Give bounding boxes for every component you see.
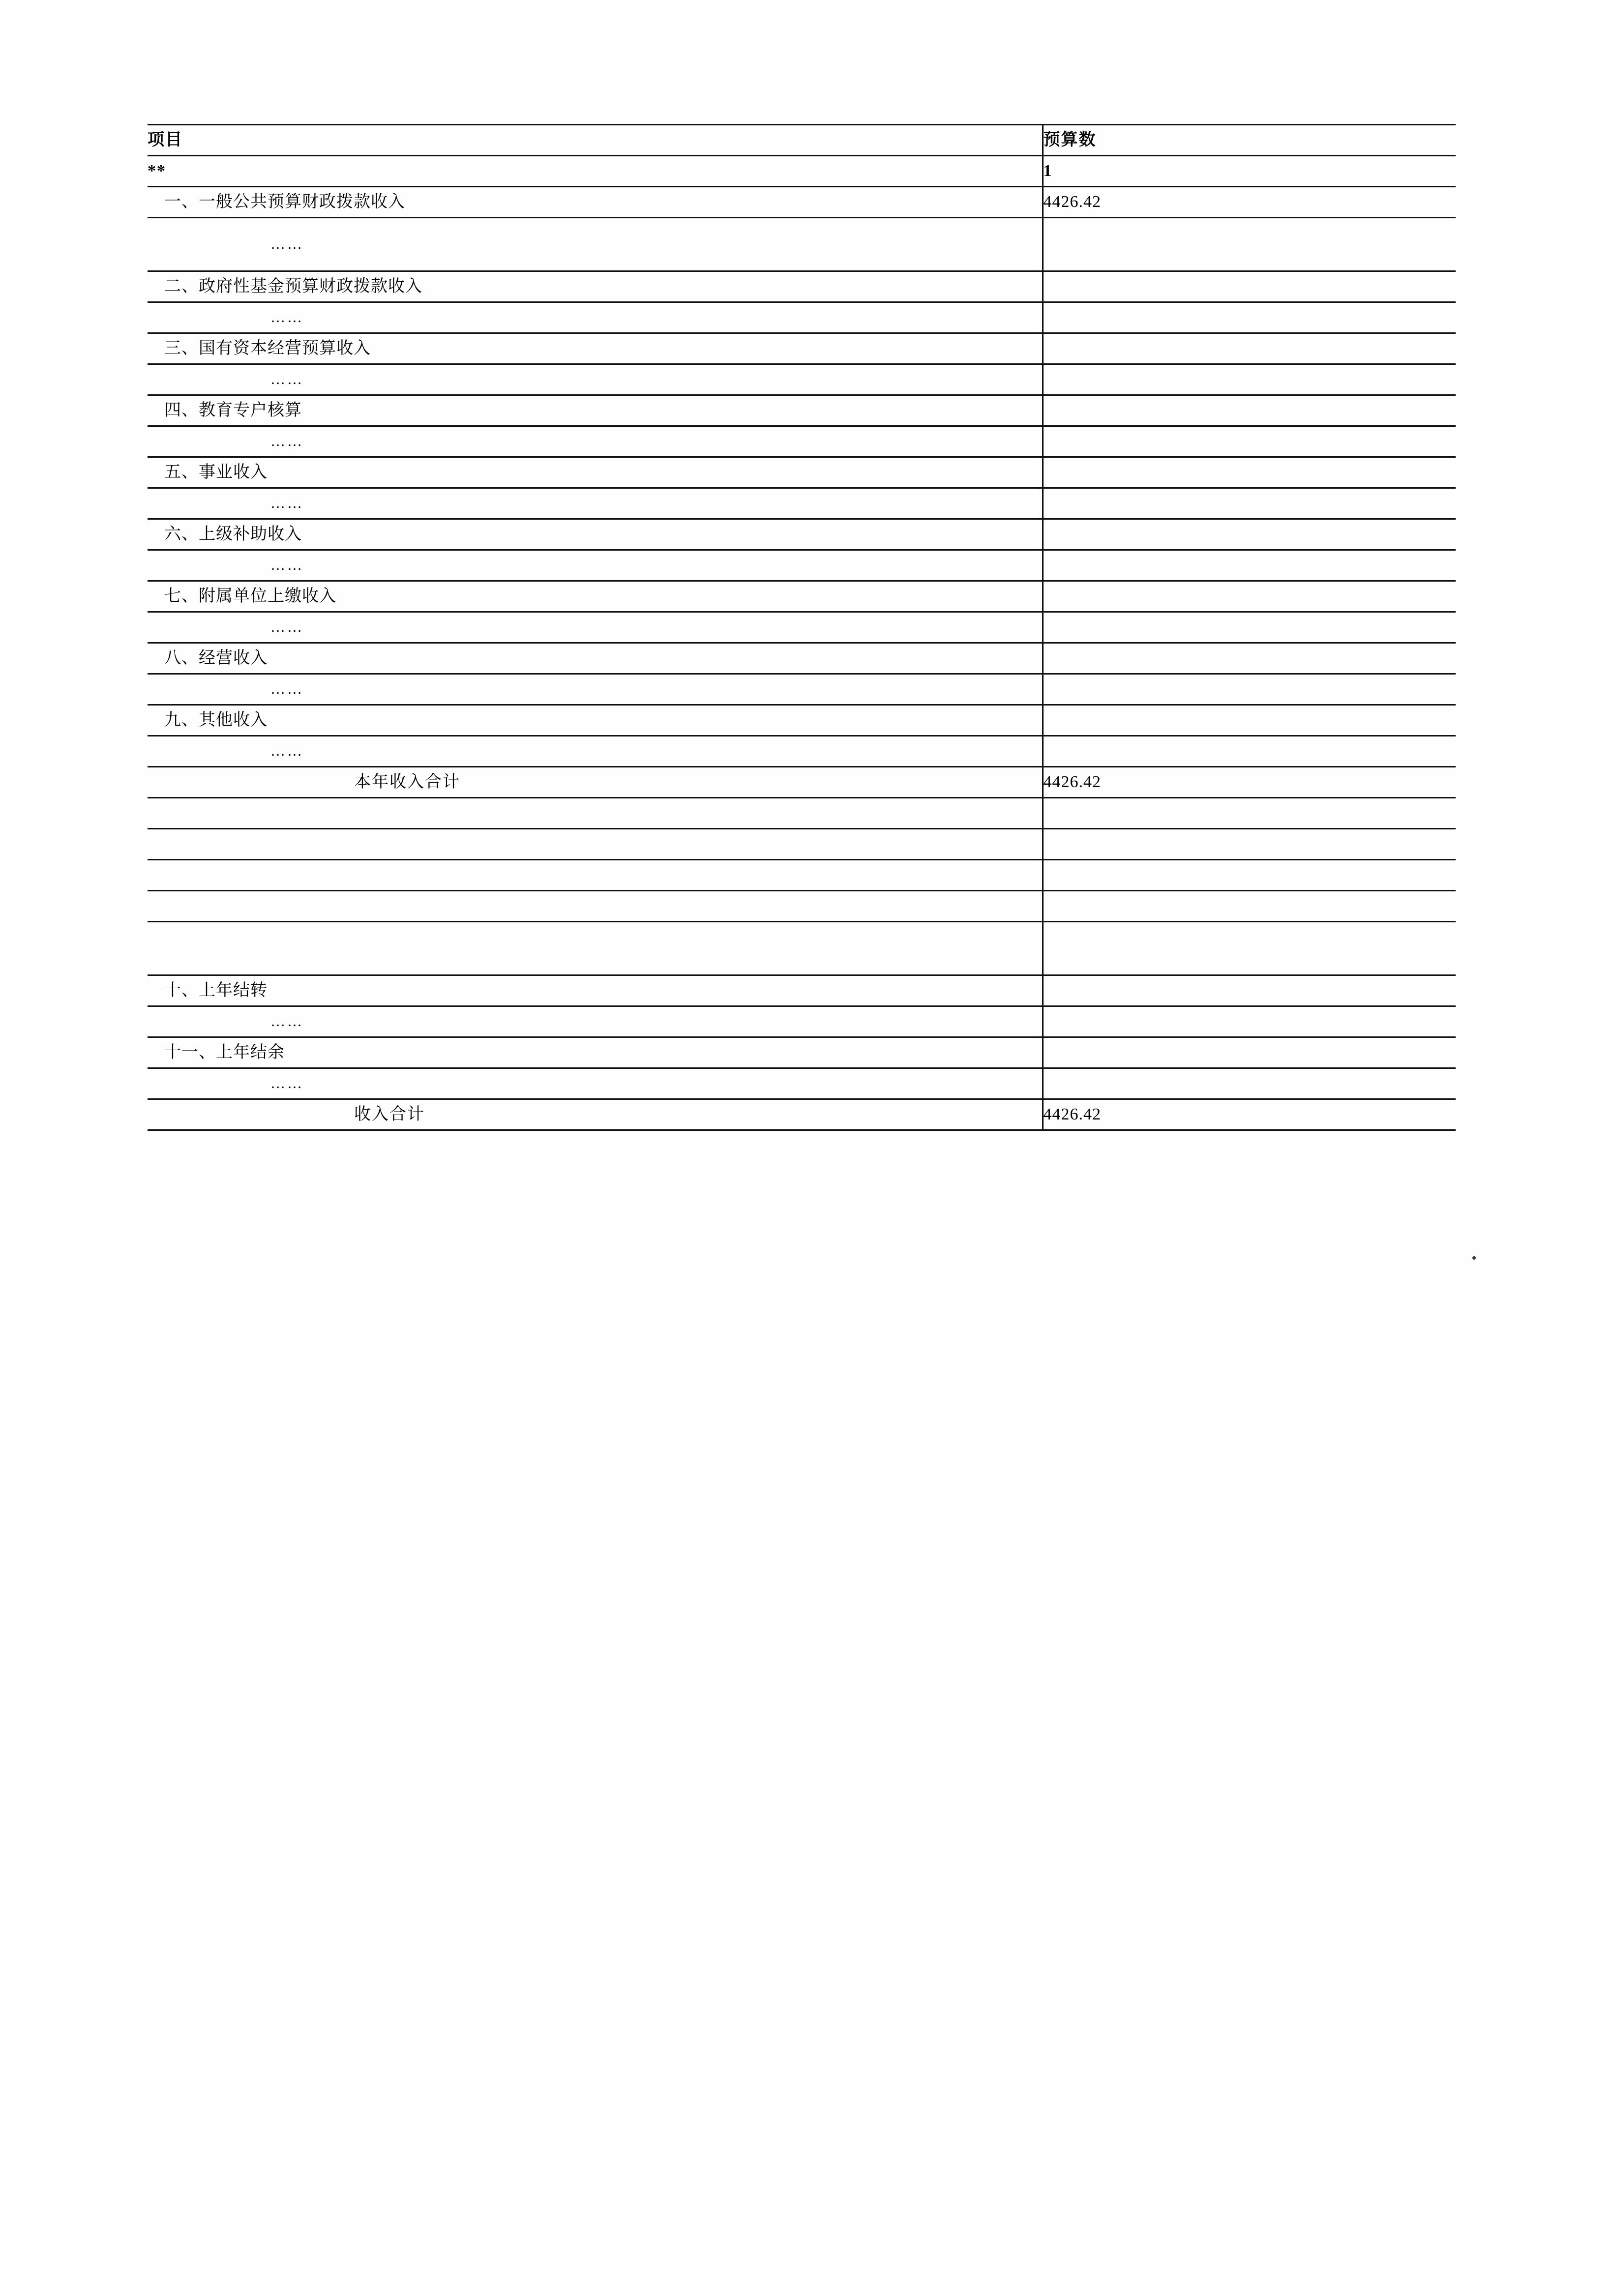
row-item-cell (148, 550, 1043, 581)
row-item-label: …… (270, 743, 304, 759)
row-amount-cell (1043, 674, 1456, 705)
row-amount-value (1044, 277, 1073, 295)
row-item-label: …… (270, 557, 304, 573)
row-item-cell (148, 581, 1043, 612)
row-amount-value (1044, 339, 1073, 357)
row-item-cell (148, 891, 1043, 922)
row-amount-cell (1043, 364, 1456, 395)
row-amount-value (1044, 939, 1073, 957)
row-item-cell (148, 364, 1043, 395)
row-amount-value (1044, 370, 1073, 388)
row-item-cell (148, 736, 1043, 767)
row-amount-value (1044, 556, 1073, 574)
row-item-label: …… (270, 681, 304, 697)
row-item-cell (148, 457, 1043, 488)
row-item-cell (148, 860, 1043, 891)
table-row (148, 736, 1456, 767)
row-item-cell (148, 426, 1043, 457)
row-amount-value (1044, 525, 1073, 543)
table-header-row (148, 125, 1456, 156)
table-row (148, 643, 1456, 674)
row-item-cell (148, 1099, 1043, 1130)
row-item-label: 三、国有资本经营预算收入 (164, 339, 371, 357)
row-amount-cell (1043, 975, 1456, 1006)
table-row (148, 488, 1456, 519)
row-item-cell (148, 674, 1043, 705)
row-amount-value: 4426.42 (1043, 1105, 1101, 1123)
row-amount-value (1044, 1012, 1073, 1030)
row-item-label: …… (270, 371, 304, 387)
row-item-label: 四、教育专户核算 (164, 401, 302, 419)
row-item-label: 五、事业收入 (164, 463, 268, 481)
row-amount-value (1044, 835, 1073, 853)
table-row (148, 975, 1456, 1006)
row-item-cell (148, 922, 1043, 975)
row-amount-cell (1043, 581, 1456, 612)
row-amount-value (1044, 587, 1073, 605)
row-item-cell (148, 829, 1043, 860)
row-amount-cell (1043, 612, 1456, 643)
table-row-subtotal (148, 767, 1456, 798)
header-cell-amount (1043, 125, 1456, 156)
header-cell-item (148, 125, 1043, 156)
row-amount-value (1044, 1043, 1073, 1061)
row-amount-cell (1043, 302, 1456, 333)
row-amount-value (1044, 432, 1073, 450)
row-amount-value (1044, 618, 1073, 636)
row-amount-cell (1043, 550, 1456, 581)
row-amount-cell (1043, 798, 1456, 829)
table-body (148, 125, 1456, 1130)
row-item-cell (148, 302, 1043, 333)
row-amount-cell (1043, 271, 1456, 302)
table-row (148, 395, 1456, 426)
table-row-blank (148, 829, 1456, 860)
table-row (148, 705, 1456, 736)
table-row-total (148, 1099, 1456, 1130)
table-row (148, 612, 1456, 643)
row-amount-value (1044, 866, 1073, 884)
row-amount-cell (1043, 333, 1456, 364)
row-amount-cell (1043, 860, 1456, 891)
row-amount-cell (1043, 519, 1456, 550)
header-label-amount: 预算数 (1043, 131, 1097, 149)
table-row (148, 674, 1456, 705)
row-amount-cell (1043, 426, 1456, 457)
row-amount-cell (1043, 395, 1456, 426)
row-item-cell (148, 395, 1043, 426)
code-cell-item (148, 156, 1043, 187)
row-amount-cell (1043, 643, 1456, 674)
row-item-label: 一、一般公共预算财政拨款收入 (164, 193, 405, 211)
row-item-cell (148, 798, 1043, 829)
row-amount-cell (1043, 1006, 1456, 1037)
row-item-label: 收入合计 (354, 1105, 425, 1123)
row-item-cell (148, 519, 1043, 550)
table-row (148, 1037, 1456, 1068)
row-amount-cell (1043, 187, 1456, 218)
row-amount-value (1044, 981, 1073, 1000)
row-item-cell (148, 488, 1043, 519)
table-row-blank (148, 891, 1456, 922)
row-item-cell (148, 1037, 1043, 1068)
row-amount-cell (1043, 829, 1456, 860)
budget-table-container (148, 124, 1456, 1131)
row-amount-cell (1043, 488, 1456, 519)
row-amount-value (1044, 897, 1073, 915)
row-amount-cell (1043, 705, 1456, 736)
row-item-label: 七、附属单位上缴收入 (164, 587, 336, 605)
table-row (148, 457, 1456, 488)
row-amount-value (1044, 235, 1073, 253)
row-item-cell (148, 705, 1043, 736)
row-amount-cell (1043, 922, 1456, 975)
table-row (148, 333, 1456, 364)
row-item-cell (148, 1068, 1043, 1099)
scan-artifact-dot (1472, 1256, 1476, 1260)
row-item-cell (148, 218, 1043, 271)
row-amount-value (1044, 680, 1073, 698)
row-item-label: …… (270, 309, 304, 325)
row-amount-value (1044, 463, 1073, 481)
budget-revenue-table (148, 124, 1456, 1131)
table-row (148, 364, 1456, 395)
row-amount-value (1044, 804, 1073, 822)
row-item-label: 八、经营收入 (164, 649, 268, 667)
code-label-amount: 1 (1043, 162, 1053, 180)
table-row (148, 519, 1456, 550)
row-item-cell (148, 1006, 1043, 1037)
row-amount-cell (1043, 891, 1456, 922)
table-row (148, 218, 1456, 271)
row-amount-value (1044, 308, 1073, 326)
row-item-cell (148, 612, 1043, 643)
row-amount-cell (1043, 1068, 1456, 1099)
row-item-label: 十一、上年结余 (164, 1043, 285, 1061)
row-item-cell (148, 271, 1043, 302)
row-amount-cell (1043, 218, 1456, 271)
table-row-blank (148, 798, 1456, 829)
row-amount-value (1044, 1074, 1073, 1092)
row-item-cell (148, 767, 1043, 798)
row-item-cell (148, 333, 1043, 364)
row-amount-cell (1043, 736, 1456, 767)
row-amount-value (1044, 711, 1073, 729)
row-item-label: 二、政府性基金预算财政拨款收入 (164, 277, 422, 295)
row-item-cell (148, 187, 1043, 218)
table-row-blank (148, 922, 1456, 975)
row-item-label: …… (270, 619, 304, 635)
code-cell-amount (1043, 156, 1456, 187)
row-amount-value (1044, 401, 1073, 419)
table-row (148, 426, 1456, 457)
row-item-label: 本年收入合计 (354, 773, 460, 791)
row-item-label: …… (270, 1075, 304, 1091)
row-amount-value (1044, 742, 1073, 760)
row-amount-value: 4426.42 (1043, 773, 1101, 791)
header-label-item: 项目 (148, 131, 183, 149)
table-row-blank (148, 860, 1456, 891)
table-row (148, 187, 1456, 218)
row-item-label: 六、上级补助收入 (164, 525, 302, 543)
table-code-row (148, 156, 1456, 187)
table-row (148, 1006, 1456, 1037)
row-amount-value (1044, 649, 1073, 667)
row-amount-cell (1043, 1037, 1456, 1068)
table-row (148, 302, 1456, 333)
table-row (148, 1068, 1456, 1099)
row-amount-cell (1043, 767, 1456, 798)
row-item-label: 九、其他收入 (164, 711, 268, 729)
table-row (148, 581, 1456, 612)
table-row (148, 271, 1456, 302)
row-item-label: 十、上年结转 (164, 981, 268, 1000)
row-amount-value: 4426.42 (1043, 193, 1101, 211)
row-item-label: …… (270, 433, 304, 449)
row-item-cell (148, 643, 1043, 674)
row-amount-cell (1043, 457, 1456, 488)
row-item-label: …… (270, 495, 304, 511)
table-row (148, 550, 1456, 581)
row-item-cell (148, 975, 1043, 1006)
row-amount-cell (1043, 1099, 1456, 1130)
row-amount-value (1044, 494, 1073, 512)
row-item-label: …… (270, 1013, 304, 1030)
code-label-item: ** (148, 162, 166, 180)
row-item-label: …… (270, 236, 304, 252)
